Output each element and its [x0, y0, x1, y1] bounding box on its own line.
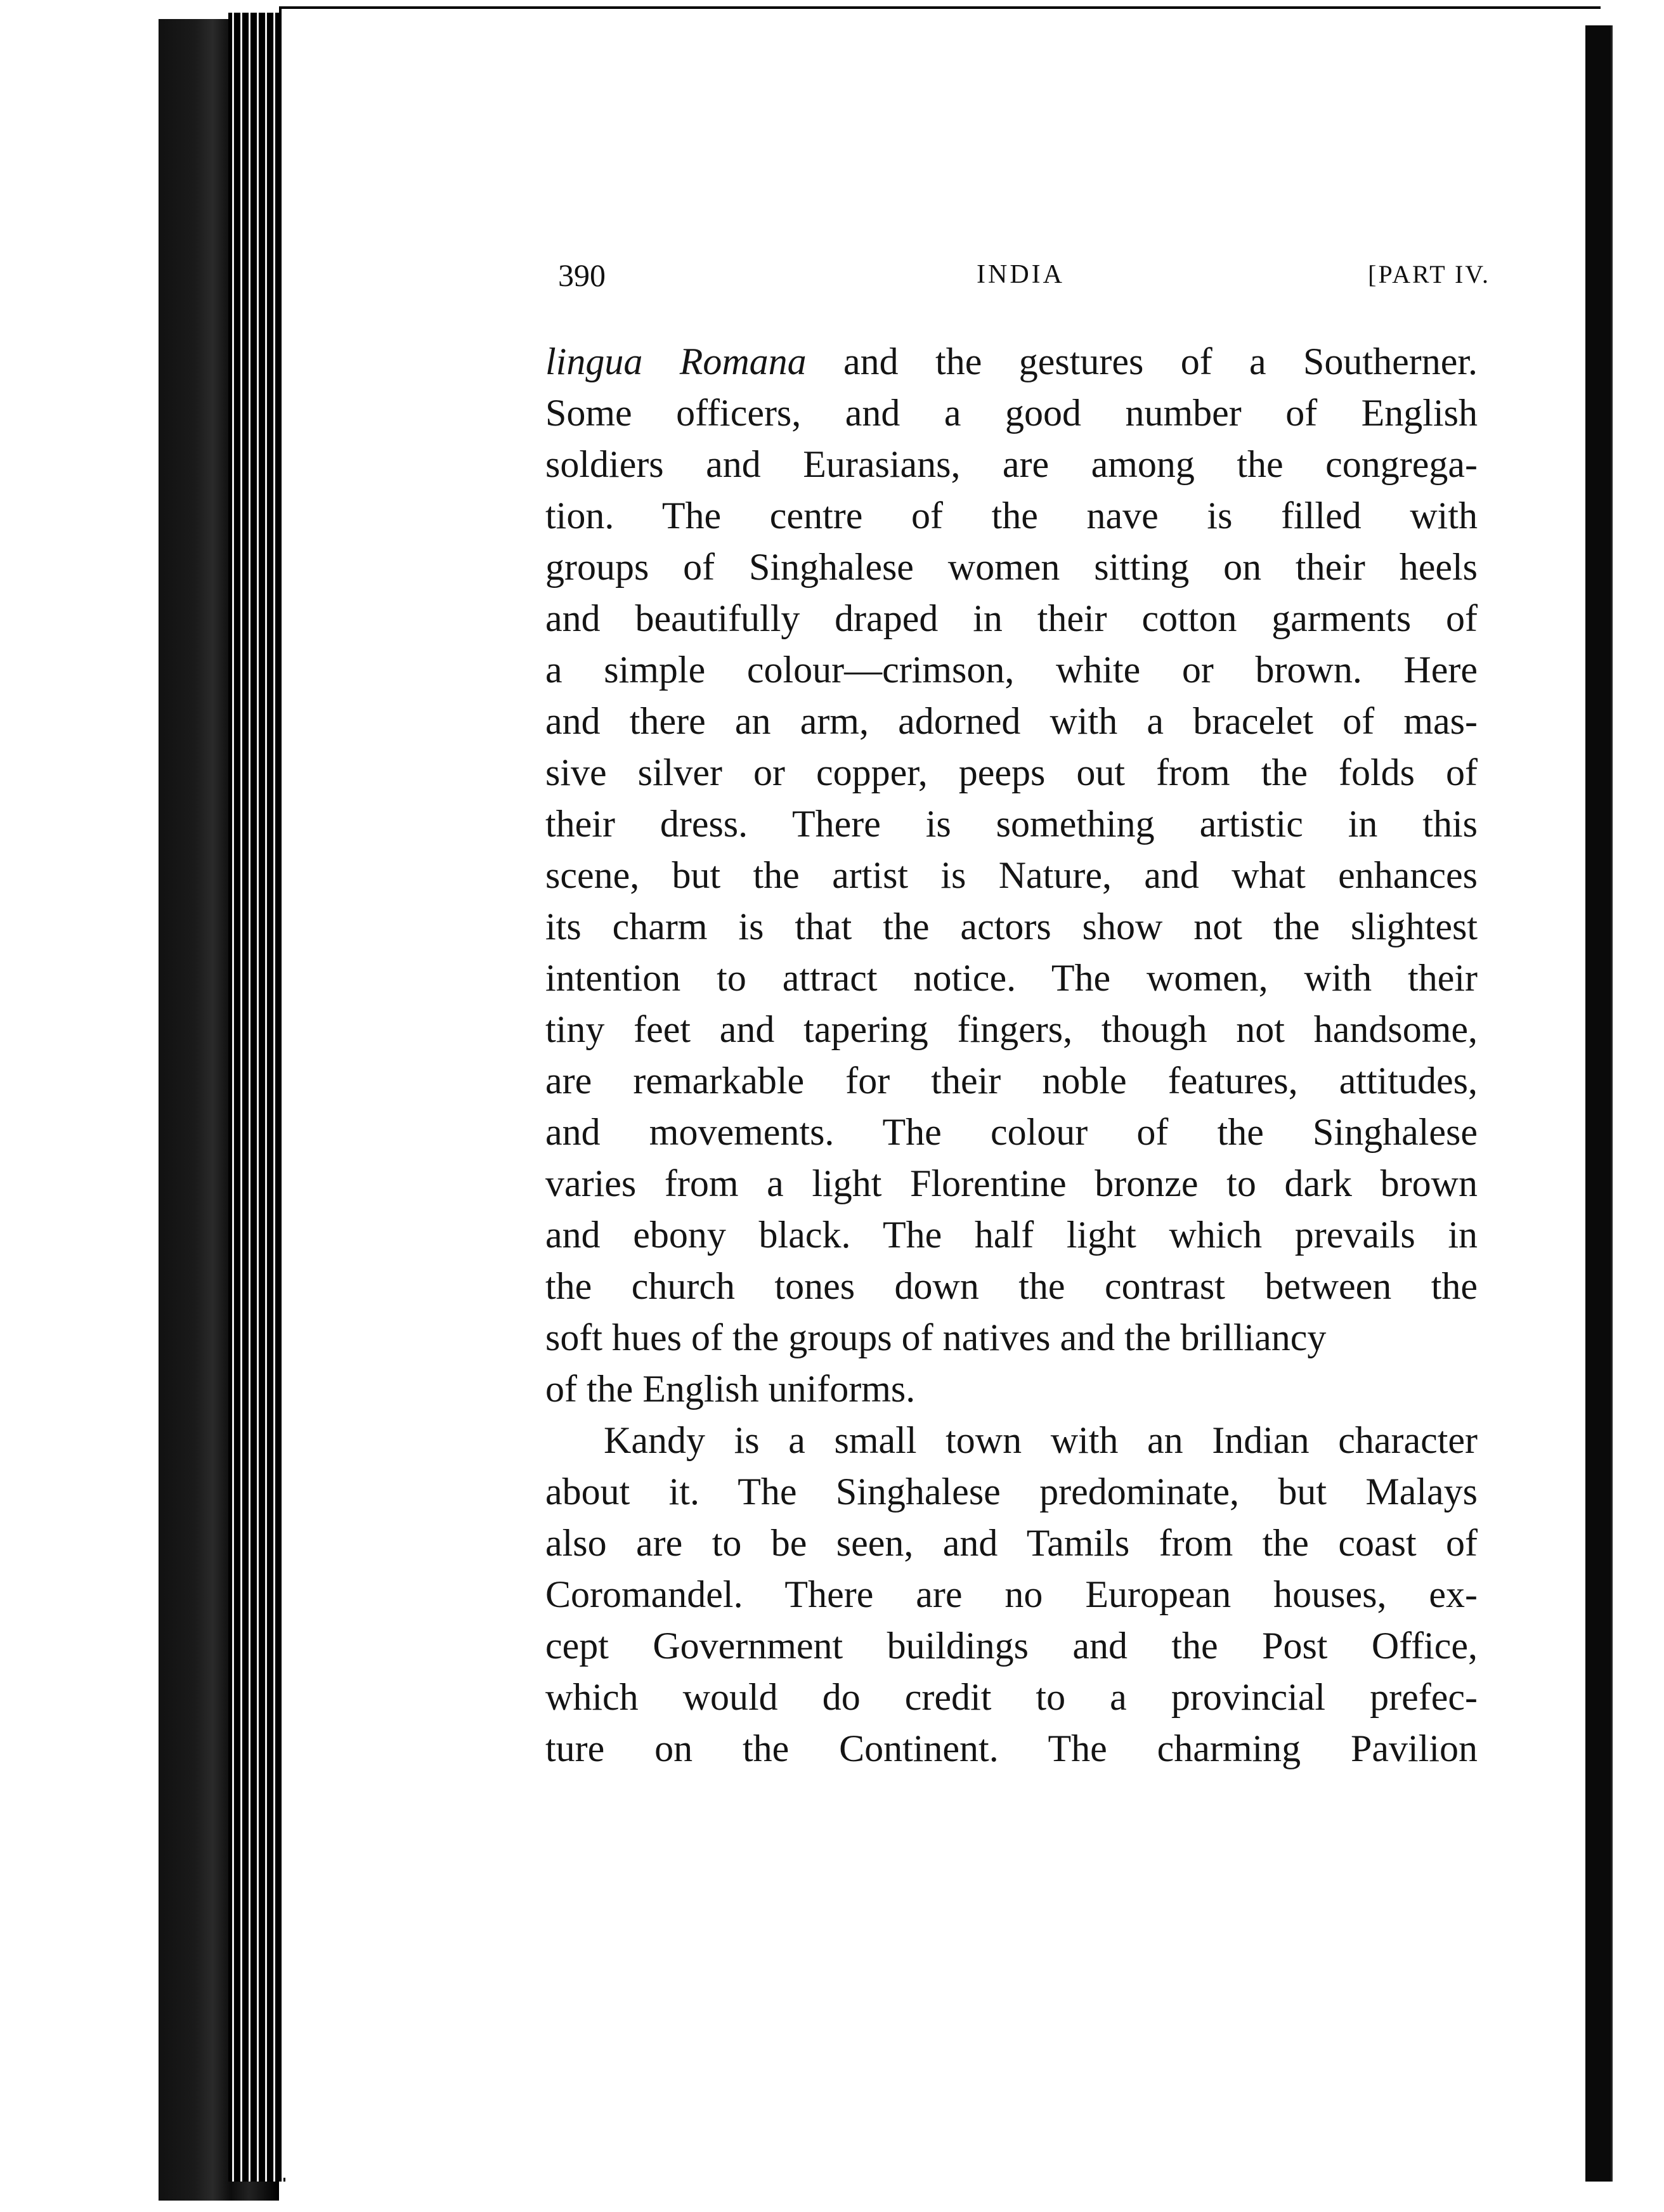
right-page-gutter — [1585, 25, 1611, 2182]
text-line: Some officers, and a good number of English — [545, 392, 1478, 434]
text-line: also are to be seen, and Tamils from the coast of — [545, 1522, 1478, 1564]
text-line: scene, but the artist is Nature, and what enhances — [545, 854, 1478, 896]
text-line — [545, 336, 1478, 387]
text-line: which would do credit to a provincial prefec- — [545, 1676, 1478, 1718]
text-line: and movements. The colour of the Singhalese — [545, 1111, 1478, 1153]
paragraph-end-line: of the English uniforms. — [545, 1368, 916, 1410]
next-page-sliver — [1611, 25, 1664, 2182]
text-line-rest: and the gestures of a Southerner. — [806, 341, 1478, 382]
text-line: about it. The Singhalese predominate, but Malays — [545, 1471, 1478, 1513]
text-line: a simple colour—crimson, white or brown. Here — [545, 649, 1478, 691]
text-line: and there an arm, adorned with a bracelet of mas- — [545, 700, 1478, 742]
running-title: INDIA — [977, 260, 1065, 289]
text-line: their dress. There is something artistic in this — [545, 803, 1478, 845]
text-line: groups of Singhalese women sitting on their heels — [545, 546, 1478, 588]
text-line: tion. The centre of the nave is filled with — [545, 495, 1478, 537]
page-header — [552, 257, 1490, 301]
page-number: 390 — [558, 257, 606, 293]
text-line: the church tones down the contrast between the — [545, 1265, 1478, 1307]
text-line: tiny feet and tapering fingers, though not handsome, — [545, 1008, 1478, 1050]
text-line: its charm is that the actors show not the slightest — [545, 906, 1478, 947]
text-line: intention to attract notice. The women, with their — [545, 957, 1478, 999]
text-line: varies from a light Florentine bronze to dark brown — [545, 1162, 1478, 1204]
text-line: cept Government buildings and the Post Office, — [545, 1625, 1478, 1667]
text-line: sive silver or copper, peeps out from the folds of — [545, 751, 1478, 793]
part-label: [PART IV. — [1368, 260, 1490, 289]
text-line: Coromandel. There are no European houses, ex- — [545, 1573, 1478, 1615]
text-line: soft hues of the groups of natives and the brilliancy — [545, 1317, 1327, 1358]
paragraph-start-line: Kandy is a small town with an Indian character — [604, 1419, 1478, 1461]
text-line: and ebony black. The half light which prevails in — [545, 1214, 1478, 1256]
page-stack-edges — [228, 13, 285, 2182]
italic-phrase: lingua Romana — [545, 341, 807, 382]
body-text — [545, 336, 1478, 1774]
text-line: ture on the Continent. The charming Pavilion — [545, 1727, 1478, 1769]
text-line: and beautifully draped in their cotton garments of — [545, 597, 1478, 639]
text-line: soldiers and Eurasians, are among the congrega- — [545, 443, 1478, 485]
text-line: are remarkable for their noble features, attitudes, — [545, 1060, 1478, 1102]
